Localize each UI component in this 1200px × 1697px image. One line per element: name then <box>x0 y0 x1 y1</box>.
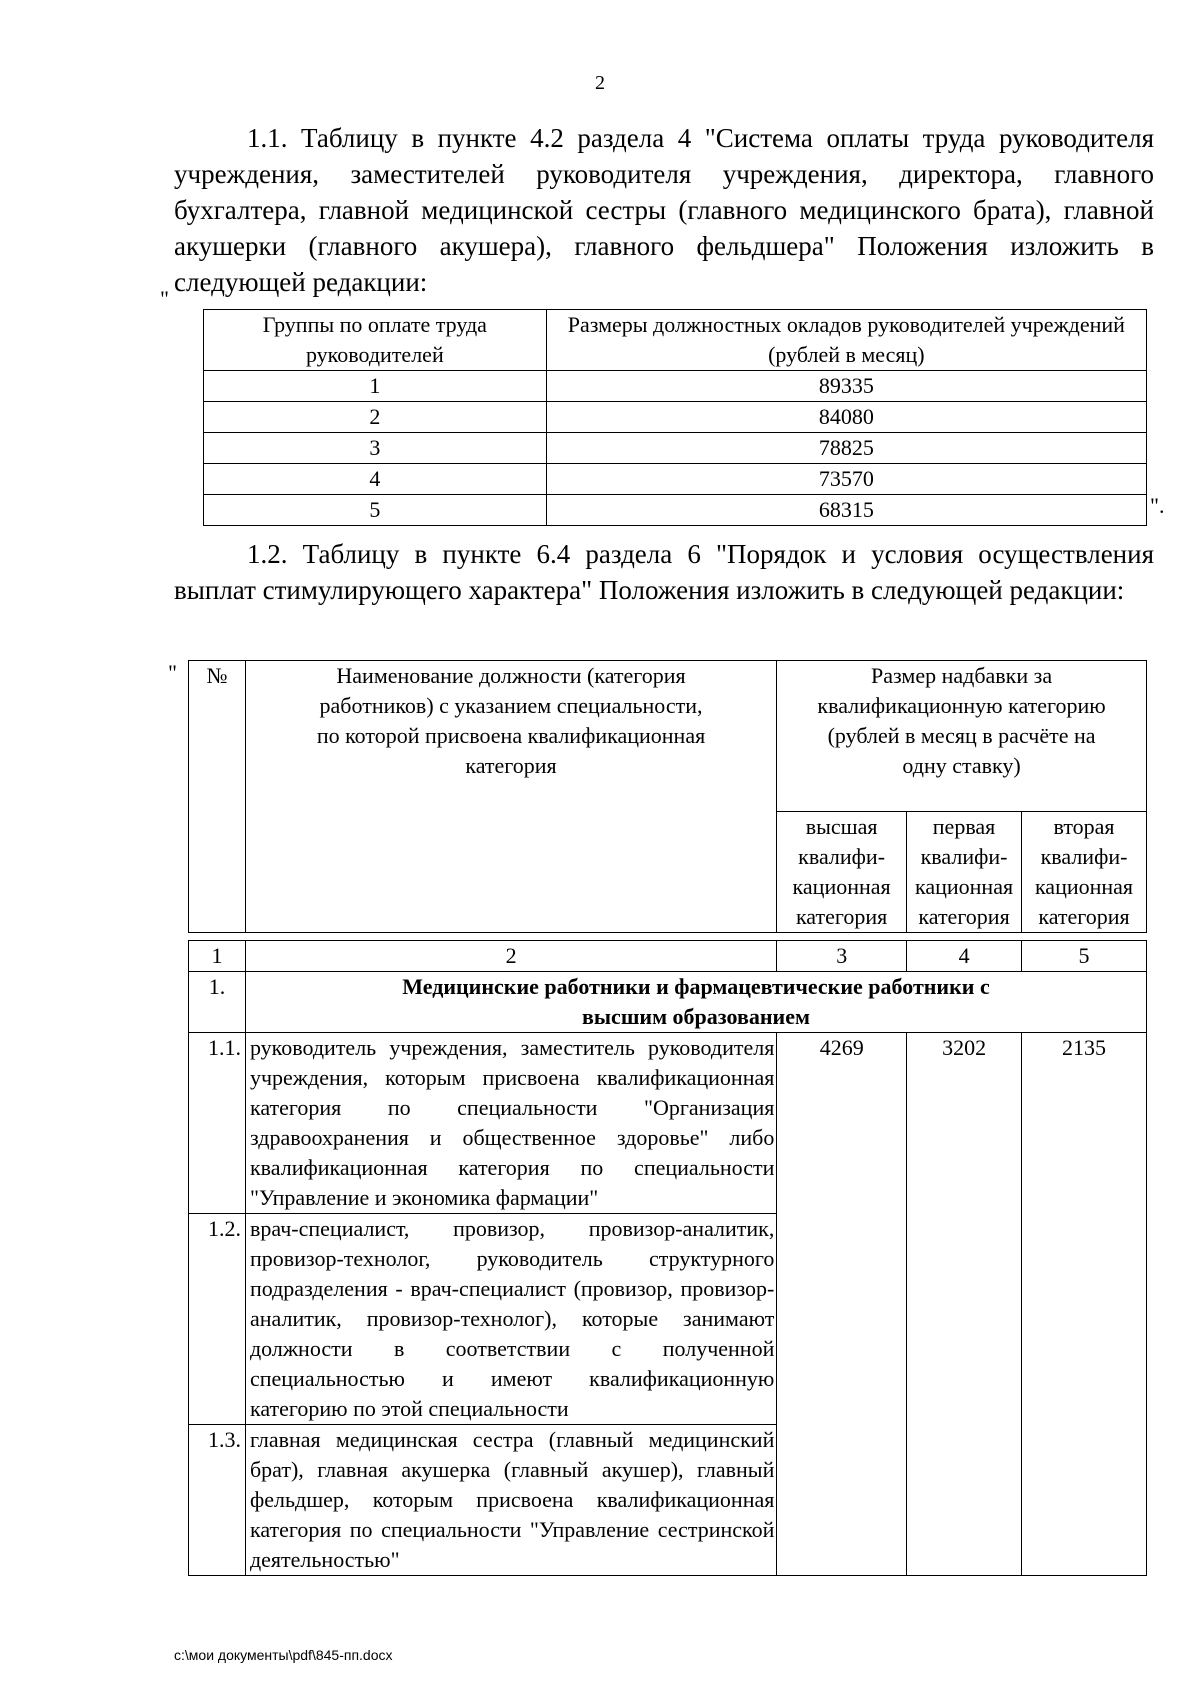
table-row <box>204 371 1147 402</box>
salary-table <box>203 309 1147 526</box>
column-number-row <box>189 941 1147 972</box>
page-number: 2 <box>595 72 605 94</box>
row-number: 1.2. <box>189 1214 246 1425</box>
table1-col1-header: Группы по оплате труда руководителей <box>204 310 547 371</box>
position-description: главная медицинская сестра (главный медицинский брат), главная акушерка (главный акушер), главный фельдшер, которым присвоена квалификационная категория по специальности "Управление сестринской деятельностью" <box>245 1425 776 1576</box>
paragraph-1-1: 1.1. Таблицу в пункте 4.2 раздела 4 "Система оплаты труда руководителя учреждения, заместителей руководителя учреждения, директора, главного бухгалтера, главной медицинской сестры (главного медицинского брата), главной акушерки (главного акушера), главного фельдшера" Положения изложить в следующей редакции: <box>174 123 1154 297</box>
file-path-footer: c:\мои документы\pdf\845-пп.docx <box>174 1647 393 1663</box>
section-row <box>189 972 1147 1033</box>
col-number-3: 3 <box>777 941 907 972</box>
header-highest-category: высшая квалифи-кационная категория <box>777 812 907 933</box>
col-number-1: 1 <box>189 941 246 972</box>
table1-open-quote: " <box>160 286 169 311</box>
col-number-4: 4 <box>907 941 1022 972</box>
group-cell: 3 <box>204 433 547 464</box>
section-number: 1. <box>189 972 246 1033</box>
salary-cell: 73570 <box>546 464 1146 495</box>
row-number: 1.3. <box>189 1425 246 1576</box>
salary-cell: 84080 <box>546 402 1146 433</box>
table2-open-quote: " <box>168 660 177 685</box>
allowance-table-body <box>188 940 1147 1576</box>
group-cell: 4 <box>204 464 547 495</box>
salary-cell: 89335 <box>546 371 1146 402</box>
table-row <box>189 1033 1147 1214</box>
position-description: врач-специалист, провизор, провизор-аналитик, провизор-технолог, руководитель структурного подразделения - врач-специалист (провизор, провизор-аналитик, провизор-технолог), которые занимают должности в соответствии с полученной специальностью и имеют квалификационную категорию по этой специальности <box>245 1214 776 1425</box>
table1-col2-header: Размеры должностных окладов руководителей учреждений (рублей в месяц) <box>546 310 1146 371</box>
section-title: Медицинские работники и фармацевтические работники с высшим образованием <box>245 972 1146 1033</box>
value-first: 3202 <box>907 1033 1022 1576</box>
table-row <box>204 464 1147 495</box>
row-number: 1.1. <box>189 1033 246 1214</box>
col-number-5: 5 <box>1022 941 1147 972</box>
header-position-name: Наименование должности (категория работников) с указанием специальности, по которой присвоена квалификационная категория <box>245 661 776 933</box>
table-row <box>204 433 1147 464</box>
group-cell: 1 <box>204 371 547 402</box>
allowance-table-header <box>188 660 1147 933</box>
table-row <box>204 402 1147 433</box>
header-allowance-size: Размер надбавки за квалификационную категорию (рублей в месяц в расчёте на одну ставку) <box>777 661 1147 812</box>
header-first-category: первая квалифи-кационная категория <box>907 812 1022 933</box>
header-number: № <box>189 661 246 933</box>
header-second-category: вторая квалифи-кационная категория <box>1022 812 1147 933</box>
paragraph-1-2: 1.2. Таблицу в пункте 6.4 раздела 6 "Порядок и условия осуществления выплат стимулирующего характера" Положения изложить в следующей редакции: <box>174 539 1154 605</box>
value-highest: 4269 <box>777 1033 907 1576</box>
table1-close-quote: ". <box>1150 493 1165 518</box>
table-row <box>204 495 1147 526</box>
salary-cell: 68315 <box>546 495 1146 526</box>
value-second: 2135 <box>1022 1033 1147 1576</box>
salary-cell: 78825 <box>546 433 1146 464</box>
group-cell: 5 <box>204 495 547 526</box>
position-description: руководитель учреждения, заместитель руководителя учреждения, которым присвоена квалификационная категория по специальности "Организация здравоохранения и общественное здоровье" либо квалификационная категория по специальности "Управление и экономика фармации" <box>245 1033 776 1214</box>
col-number-2: 2 <box>245 941 776 972</box>
group-cell: 2 <box>204 402 547 433</box>
